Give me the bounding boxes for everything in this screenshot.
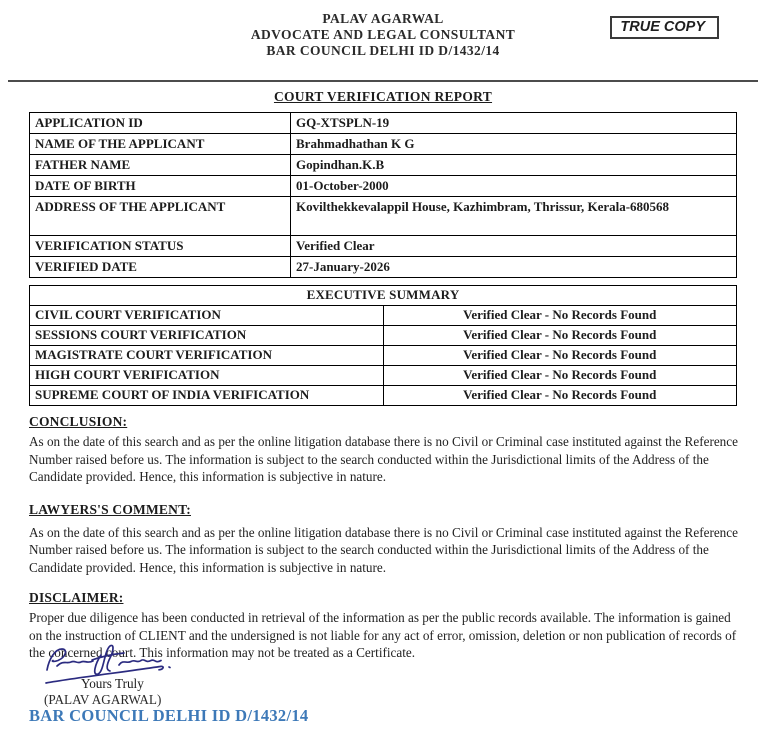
field-value: Verified Clear (291, 236, 737, 257)
conclusion-text: As on the date of this search and as per the online litigation database there is no Civil or Criminal case instituted against the Reference Number raised before us. The information is subject to the search conducted within the Jurisdictional limits of the Address of the Candidate provided. Hence, this information is subjective in nature. (29, 434, 738, 484)
court-label: MAGISTRATE COURT VERIFICATION (30, 346, 384, 366)
field-label: DATE OF BIRTH (30, 176, 291, 197)
field-label: APPLICATION ID (30, 113, 291, 134)
table-row (30, 257, 737, 278)
executive-summary-title: EXECUTIVE SUMMARY (30, 286, 737, 306)
conclusion-heading: CONCLUSION: (29, 414, 128, 429)
court-result: Verified Clear - No Records Found (383, 306, 737, 326)
court-result: Verified Clear - No Records Found (383, 386, 737, 406)
advocate-title: ADVOCATE AND LEGAL CONSULTANT (250, 27, 516, 42)
table-row (30, 366, 737, 386)
true-copy-stamp: TRUE COPY (610, 16, 719, 39)
table-row (30, 155, 737, 176)
court-result: Verified Clear - No Records Found (383, 346, 737, 366)
field-value: 01-October-2000 (291, 176, 737, 197)
signature-image (42, 640, 202, 692)
field-label: FATHER NAME (30, 155, 291, 176)
field-label: NAME OF THE APPLICANT (30, 134, 291, 155)
disclaimer-heading: DISCLAIMER: (29, 590, 124, 605)
court-result: Verified Clear - No Records Found (383, 326, 737, 346)
field-value: Gopindhan.K.B (291, 155, 737, 176)
executive-summary-table (29, 285, 737, 406)
table-row (30, 176, 737, 197)
table-row (30, 113, 737, 134)
table-row (30, 306, 737, 326)
page-title: COURT VERIFICATION REPORT (273, 89, 493, 104)
applicant-details-table (29, 112, 737, 278)
court-result: Verified Clear - No Records Found (383, 366, 737, 386)
lawyers-comment-section (29, 502, 740, 577)
table-row (30, 197, 737, 236)
advocate-bar-id: BAR COUNCIL DELHI ID D/1432/14 (266, 43, 500, 58)
bar-council-id-line: BAR COUNCIL DELHI ID D/1432/14 (29, 706, 309, 725)
field-value: Brahmadhathan K G (291, 134, 737, 155)
field-label: ADDRESS OF THE APPLICANT (30, 197, 291, 236)
disclaimer-text: Proper due diligence has been conducted in retrieval of the information as per the public records available. The information is gained on the instruction of CLIENT and the undersigned is not liable for any act of error, omission, deletion or non publication of records of the concerned court. This information may not be treated as a Certificate. (29, 610, 737, 660)
table-row (30, 386, 737, 406)
table-row (30, 134, 737, 155)
conclusion-section (29, 414, 740, 486)
table-header-row (30, 286, 737, 306)
salutation: Yours Truly (81, 675, 144, 691)
field-label: VERIFICATION STATUS (30, 236, 291, 257)
field-value: 27-January-2026 (291, 257, 737, 278)
table-row (30, 346, 737, 366)
lawyers-comment-text: As on the date of this search and as per the online litigation database there is no Civil or Criminal case instituted against the Reference Number raised before us. The information is subject to the search conducted within the Jurisdictional limits of the Address of the Candidate provided. Hence, this information is subjective in nature. (29, 524, 738, 575)
signatory-name: (PALAV AGARWAL) (44, 692, 162, 707)
court-label: SESSIONS COURT VERIFICATION (30, 326, 384, 346)
table-row (30, 236, 737, 257)
field-value: GQ-XTSPLN-19 (291, 113, 737, 134)
court-label: HIGH COURT VERIFICATION (30, 366, 384, 386)
court-label: CIVIL COURT VERIFICATION (30, 306, 384, 326)
header-divider (8, 80, 758, 82)
court-label: SUPREME COURT OF INDIA VERIFICATION (30, 386, 384, 406)
field-value: Kovilthekkevalappil House, Kazhimbram, Thrissur, Kerala-680568 (291, 197, 737, 236)
advocate-name: PALAV AGARWAL (322, 11, 444, 26)
field-label: VERIFIED DATE (30, 257, 291, 278)
lawyers-comment-heading: LAWYERS'S COMMENT: (29, 501, 191, 517)
table-row (30, 326, 737, 346)
